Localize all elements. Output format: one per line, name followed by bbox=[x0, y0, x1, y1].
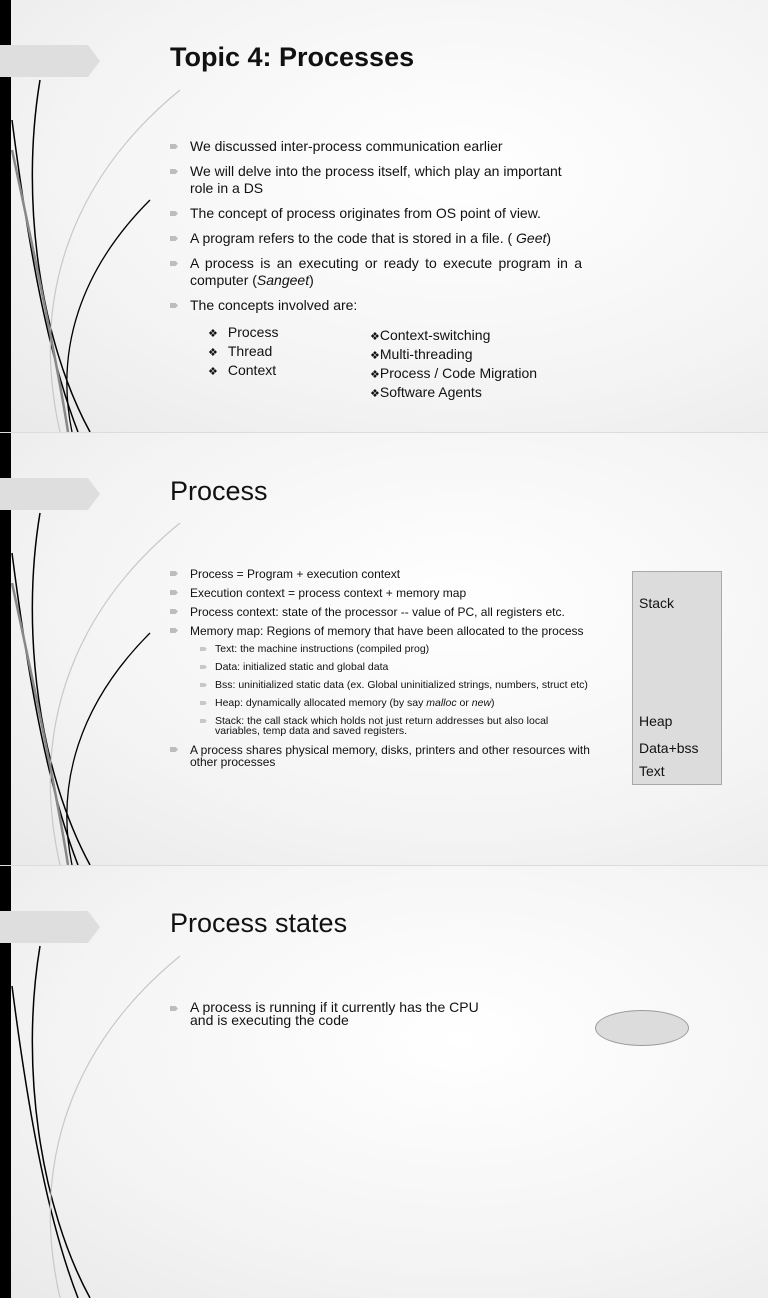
list-item: Process = Program + execution context bbox=[170, 568, 595, 580]
list-item: A process is running if it currently has the CPU and is executing the code bbox=[170, 1001, 500, 1027]
list-item: The concept of process originates from OS point of view. bbox=[170, 205, 582, 222]
list-item: We discussed inter-process communication earlier bbox=[170, 138, 582, 155]
slide-topic-4 bbox=[0, 0, 768, 432]
memory-text-label: Text bbox=[639, 763, 665, 779]
memory-data-bss-label: Data+bss bbox=[639, 740, 699, 756]
memory-stack-label: Stack bbox=[639, 595, 675, 611]
sub-list-item: Data: initialized static and global data bbox=[195, 662, 595, 672]
sub-list-item: Bss: uninitialized static data (ex. Global uninitialized strings, numbers, struct etc) bbox=[195, 680, 595, 690]
list-item: We will delve into the process itself, which play an important role in a DS bbox=[170, 163, 582, 197]
concept-item: ❖ Context bbox=[208, 362, 278, 381]
slide-title-process: Process bbox=[170, 476, 268, 506]
slide-title-process-states: Process states bbox=[170, 908, 348, 938]
states-bullet-list bbox=[170, 1001, 500, 1027]
list-item: A process is an executing or ready to execute program in a computer (Sangeet) bbox=[170, 255, 582, 289]
page-title: Topic 4: Processes bbox=[170, 42, 415, 72]
slide-process-states bbox=[0, 866, 768, 1298]
list-item: A program refers to the code that is stored in a file. ( Geet) bbox=[170, 230, 582, 247]
memory-heap-label: Heap bbox=[639, 713, 673, 729]
concept-item: ❖ Process / Code Migration bbox=[370, 365, 537, 384]
sangeet-emphasis: Sangeet bbox=[256, 272, 310, 288]
list-item: The concepts involved are: bbox=[170, 297, 582, 314]
process-bullet-list bbox=[170, 568, 595, 775]
list-item: Execution context = process context + memory map bbox=[170, 587, 595, 599]
list-item: Process context: state of the processor -- value of PC, all registers etc. bbox=[170, 606, 595, 618]
sub-list-item: Stack: the call stack which holds not just return addresses but also local variables, temp data and saved registers. bbox=[195, 716, 595, 736]
list-item: A process shares physical memory, disks, printers and other resources with other processes bbox=[170, 744, 595, 768]
memory-map-sublist bbox=[195, 644, 595, 736]
state-oval-shape bbox=[595, 1010, 689, 1046]
concept-item: ❖ Multi-threading bbox=[370, 346, 537, 365]
concept-item: ❖ Software Agents bbox=[370, 384, 537, 403]
sub-list-item: Text: the machine instructions (compiled prog) bbox=[195, 644, 595, 654]
concepts-left-list bbox=[208, 324, 278, 381]
concept-item: ❖ Thread bbox=[208, 343, 278, 362]
list-item: Memory map: Regions of memory that have been allocated to the process Text: the machine instructions (compiled prog) Data: initialized static and global data Bss: uninitialized static data (ex. Global uninitialized strings, numbers, struct etc) Heap: dynamically allocated memory (by say malloc or new) Stack: the call stack which holds not just return addresses but also local variables, temp data and saved registers. bbox=[170, 625, 595, 736]
sub-list-item: Heap: dynamically allocated memory (by say malloc or new) bbox=[195, 698, 595, 708]
concepts-right-list bbox=[370, 327, 537, 403]
bullet-list bbox=[170, 138, 582, 322]
memory-map-diagram bbox=[632, 571, 722, 785]
geet-emphasis: Geet bbox=[516, 230, 547, 246]
concept-item: ❖ Process bbox=[208, 324, 278, 343]
concept-item: ❖ Context-switching bbox=[370, 327, 537, 346]
